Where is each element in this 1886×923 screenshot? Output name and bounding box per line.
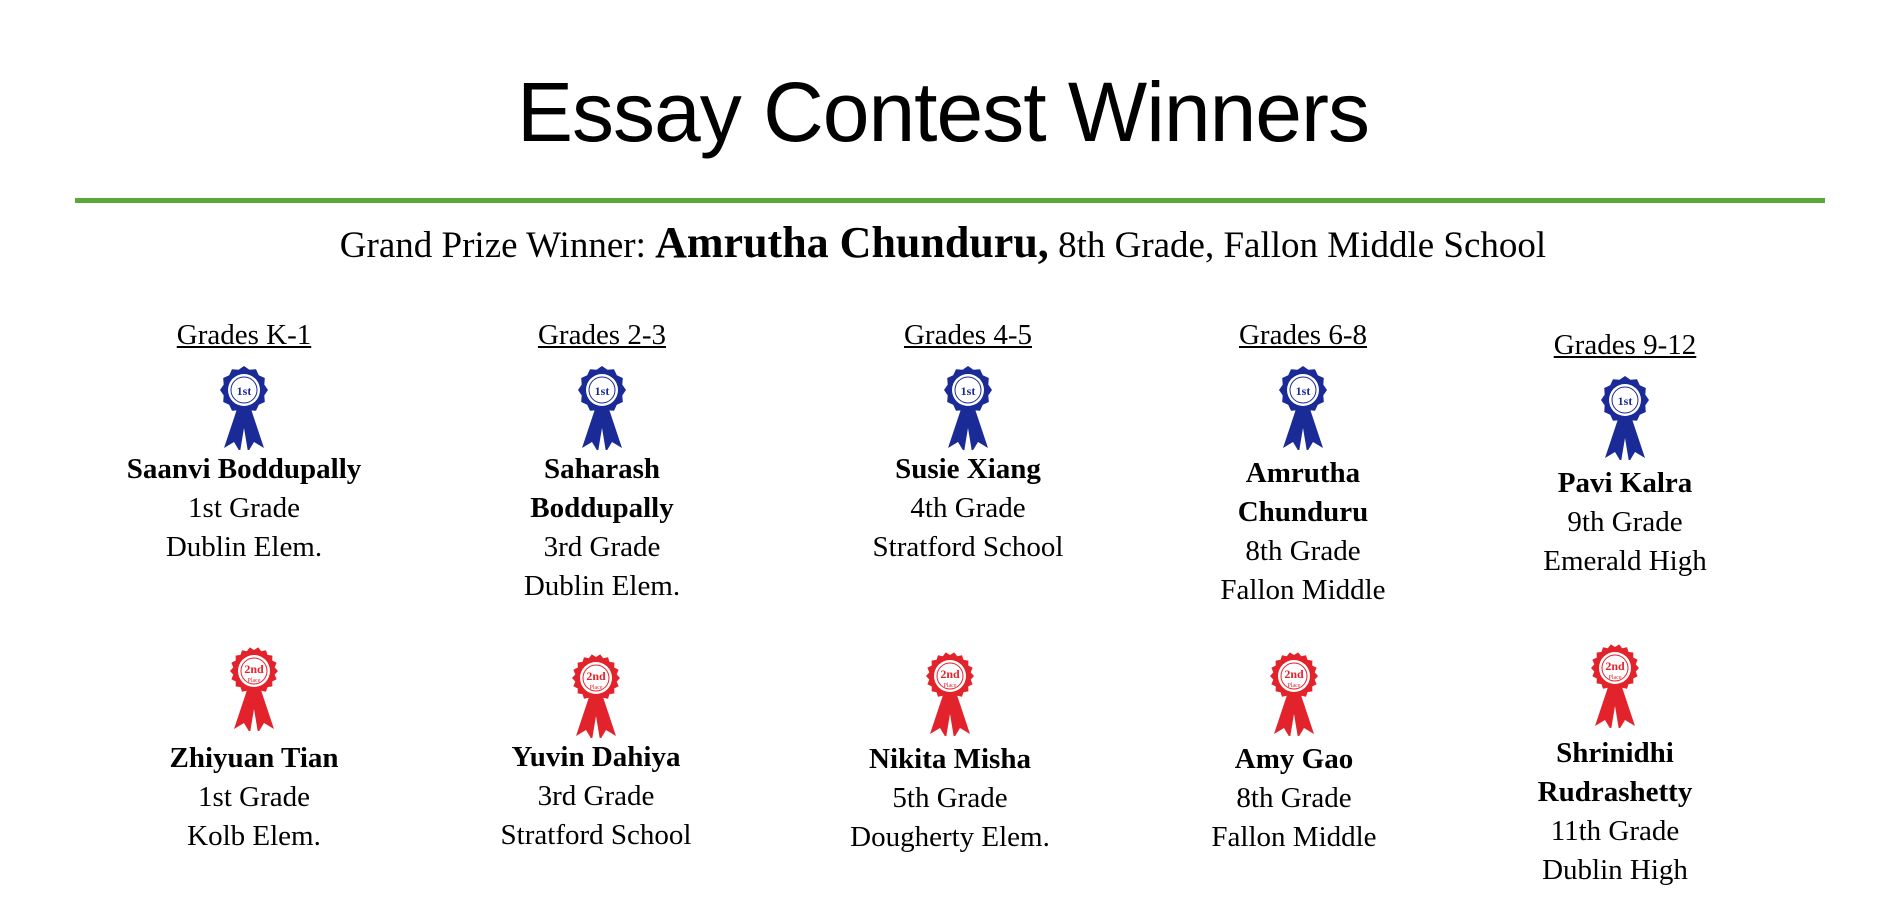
winner-grade: 1st Grade: [198, 781, 310, 813]
winner-school: Stratford School: [872, 531, 1064, 563]
title-divider: [75, 198, 1825, 203]
svg-text:2nd: 2nd: [1284, 667, 1304, 681]
svg-text:2nd: 2nd: [940, 667, 960, 681]
second-place-2-3: [446, 652, 746, 855]
winner-school: Dublin Elem.: [165, 531, 323, 563]
category-heading: Grades K-1: [176, 319, 312, 351]
winner-name: Zhiyuan Tian: [169, 742, 339, 774]
first-place-entry: [512, 450, 692, 606]
winner-school: Stratford School: [500, 819, 692, 851]
winner-grade: 3rd Grade: [537, 780, 655, 812]
svg-text:2nd: 2nd: [586, 669, 606, 683]
svg-text:1st: 1st: [236, 384, 252, 398]
svg-text:Place: Place: [943, 683, 957, 689]
second-place-entry: [446, 738, 746, 855]
first-place-entry: [94, 450, 394, 567]
page-title: Essay Contest Winners: [517, 65, 1369, 159]
red-second-place-ribbon-icon: [1587, 642, 1643, 728]
winner-name: Pavi Kalra: [1557, 467, 1693, 499]
svg-text:2nd: 2nd: [244, 662, 264, 676]
winner-school: Dougherty Elem.: [850, 821, 1050, 853]
svg-text:1st: 1st: [594, 384, 610, 398]
winner-name: Shrinidhi Rudrashetty: [1537, 737, 1693, 808]
category-column-2-3: [452, 318, 752, 606]
second-place-entry: [800, 740, 1100, 857]
second-place-entry: [1144, 740, 1444, 857]
winner-school: Dublin High: [1542, 854, 1688, 886]
winner-grade: 11th Grade: [1550, 815, 1680, 847]
svg-text:1st: 1st: [960, 384, 976, 398]
blue-first-place-ribbon-icon: [214, 364, 274, 450]
svg-text:Place: Place: [247, 678, 261, 684]
winner-name: Susie Xiang: [895, 453, 1041, 485]
red-second-place-ribbon-icon: [922, 650, 978, 736]
winner-school: Fallon Middle: [1211, 821, 1377, 853]
red-second-place-ribbon-icon: [568, 652, 624, 738]
winner-grade: 3rd Grade: [543, 531, 661, 563]
winner-grade: 8th Grade: [1245, 535, 1361, 567]
red-second-place-ribbon-icon: [1266, 650, 1322, 736]
second-place-6-8: [1144, 650, 1444, 857]
second-place-4-5: [800, 650, 1100, 857]
svg-text:Place: Place: [1287, 683, 1301, 689]
winner-name: Amy Gao: [1234, 743, 1354, 775]
blue-first-place-ribbon-icon: [1595, 374, 1655, 460]
second-place-entry: [1530, 734, 1700, 890]
grand-prize-details: 8th Grade, Fallon Middle School: [1058, 225, 1547, 266]
winner-name: Amrutha Chunduru: [1237, 457, 1369, 528]
winner-school: Dublin Elem.: [523, 570, 681, 602]
first-place-entry: [818, 450, 1118, 567]
winner-grade: 8th Grade: [1236, 782, 1352, 814]
svg-text:1st: 1st: [1295, 384, 1311, 398]
winner-school: Emerald High: [1543, 545, 1707, 577]
blue-first-place-ribbon-icon: [1273, 364, 1333, 450]
winner-grade: 5th Grade: [892, 782, 1008, 814]
category-heading: Grades 9-12: [1553, 329, 1697, 361]
category-column-6-8: [1153, 318, 1453, 610]
winner-name: Nikita Misha: [869, 743, 1031, 775]
winner-grade: 4th Grade: [910, 492, 1026, 524]
winner-name: Yuvin Dahiya: [511, 741, 681, 773]
category-column-4-5: [818, 318, 1118, 567]
second-place-k-1: [104, 645, 404, 856]
svg-text:Place: Place: [1608, 675, 1622, 681]
second-place-entry: [104, 739, 404, 856]
blue-first-place-ribbon-icon: [572, 364, 632, 450]
winner-grade: 1st Grade: [188, 492, 300, 524]
winner-name: Saharash Boddupally: [530, 453, 674, 524]
winner-grade: 9th Grade: [1567, 506, 1683, 538]
winner-school: Fallon Middle: [1220, 574, 1386, 606]
svg-text:1st: 1st: [1617, 394, 1633, 408]
grand-prize-label: Grand Prize Winner:: [339, 225, 646, 266]
svg-text:2nd: 2nd: [1605, 659, 1625, 673]
category-heading: Grades 6-8: [1238, 319, 1368, 351]
category-heading: Grades 4-5: [903, 319, 1033, 351]
category-column-9-12: [1475, 328, 1775, 581]
grand-prize-name: Amrutha Chunduru,: [655, 218, 1049, 267]
svg-text:Place: Place: [589, 685, 603, 691]
red-second-place-ribbon-icon: [226, 645, 282, 731]
second-place-9-12: [1465, 642, 1765, 890]
category-column-k-1: [94, 318, 394, 567]
first-place-entry: [1218, 454, 1388, 610]
grand-prize-line: [0, 218, 1886, 271]
category-heading: Grades 2-3: [537, 319, 667, 351]
winner-school: Kolb Elem.: [187, 820, 321, 852]
blue-first-place-ribbon-icon: [938, 364, 998, 450]
first-place-entry: [1475, 464, 1775, 581]
winner-name: Saanvi Boddupally: [126, 453, 362, 485]
